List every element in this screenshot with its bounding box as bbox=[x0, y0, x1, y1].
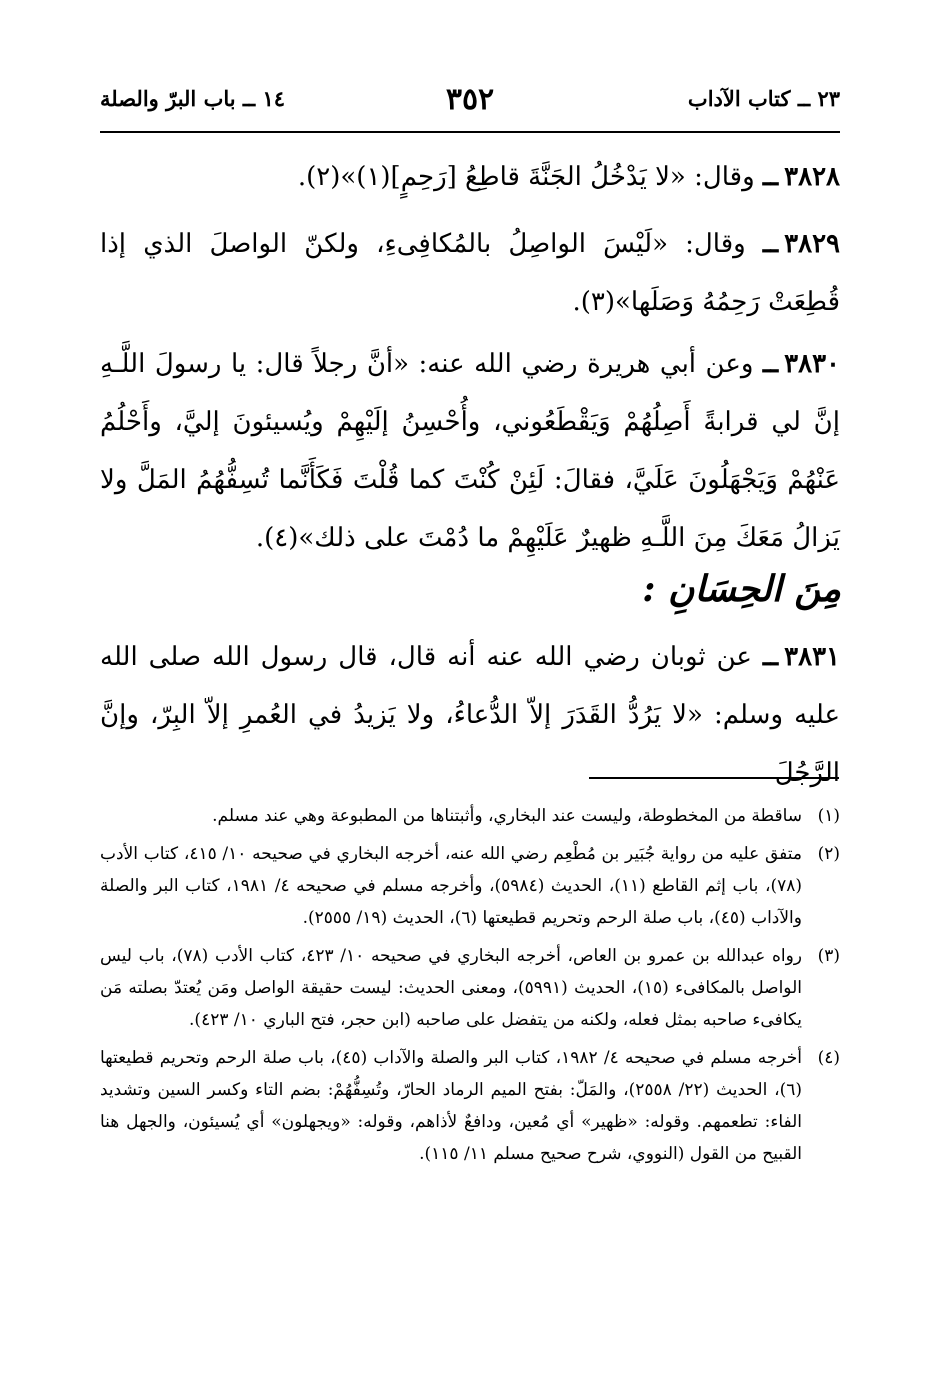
chapter-title: ٢٣ ــ كتاب الآداب bbox=[687, 86, 840, 111]
footnote-3 bbox=[100, 940, 840, 1036]
footnote-mark: (٤) bbox=[817, 1048, 840, 1068]
hadith-dash: ــ bbox=[762, 229, 779, 259]
hadith-text: وعن أبي هريرة رضي الله عنه: «أنَّ رجلاً قال: يا رسولَ اللَّـهِ إنَّ لي قرابةً أَصِلُهُمْ وَيَقْطَعُوني، وأُحْسِنُ إلَيْهِمْ ويُسيئونَ إليَّ، وأَحْلُمُ عَنْهُمْ وَيَجْهَلُونَ عَلَيَّ، فقالَ: لَئِنْ كُنْتَ كما قُلْتَ فَكَأَنَّما تُسِفُّهُمُ المَلَّ ولا يَزالُ مَعَكَ مِنَ اللَّـهِ ظهيرٌ عَلَيْهِمْ ما دُمْتَ على ذلك»(٤). bbox=[100, 349, 840, 553]
section-title-hisan: مِنَ الحِسَانِ : bbox=[642, 568, 841, 610]
hadith-dash: ــ bbox=[762, 642, 779, 672]
footnote-1 bbox=[100, 800, 840, 832]
footnotes bbox=[100, 800, 840, 1176]
page-number: ٣٥٢ bbox=[445, 82, 495, 117]
footnote-mark: (٢) bbox=[817, 844, 840, 864]
hadith-number: ٣٨٣٠ bbox=[784, 349, 841, 379]
footnote-mark: (١) bbox=[817, 806, 840, 826]
hadith-number: ٣٨٣١ bbox=[784, 642, 841, 672]
page-header bbox=[100, 82, 840, 126]
hadith-3829 bbox=[100, 215, 840, 331]
hadith-dash: ــ bbox=[762, 162, 779, 192]
hadith-number: ٣٨٢٩ bbox=[784, 229, 840, 259]
hadith-text: عن ثوبان رضي الله عنه أنه قال، قال رسول الله صلى الله عليه وسلم: «لا يَرُدُّ القَدَرَ إلاّ الدُّعاءُ، ولا يَزيدُ في العُمرِ إلاّ البِرّ، وإنَّ الرَّجُلَ bbox=[100, 642, 840, 788]
footnote-rule bbox=[589, 777, 839, 779]
hadith-3828 bbox=[100, 148, 840, 206]
footnote-mark: (٣) bbox=[817, 946, 840, 966]
hadith-number: ٣٨٢٨ bbox=[784, 162, 840, 192]
hadith-text: وقال: «لا يَدْخُلُ الجَنَّةَ قاطِعُ [رَحِمٍ](١)»(٢). bbox=[297, 162, 755, 192]
hadith-3830 bbox=[100, 335, 840, 567]
hadith-3831 bbox=[100, 628, 840, 802]
footnote-4 bbox=[100, 1042, 840, 1170]
header-rule bbox=[100, 131, 840, 133]
footnote-text: ساقطة من المخطوطة، وليست عند البخاري، وأثبتناها من المطبوعة وهي عند مسلم. bbox=[212, 806, 802, 826]
footnote-text: أخرجه مسلم في صحيحه ٤/ ١٩٨٢، كتاب البر والصلة والآداب (٤٥)، باب صلة الرحم وتحريم قطيعتها (٦)، الحديث (٢٢/ ٢٥٥٨)، والمَلّ: بفتح الميم الرماد الحارّ، وتُسِفُّهُمْ: بضم التاء وكسر السين وتشديد الفاء: تطعمهم. وقوله: «ظهير» أي مُعين، ودافعٌ لأذاهم، وقوله: «ويجهلون» أي يُسيئون، والجهل هنا القبيح من القول (النووي، شرح صحيح مسلم ١١/ ١١٥). bbox=[100, 1048, 802, 1164]
hadith-text: وقال: «لَيْسَ الواصِلُ بالمُكافِىءِ، ولكنّ الواصلَ الذي إذا قُطِعَتْ رَحِمُهُ وَصَلَها»(٣). bbox=[100, 229, 840, 317]
hadith-dash: ــ bbox=[762, 349, 779, 379]
section-heading: ١٤ ــ باب البرّ والصلة bbox=[100, 86, 286, 111]
footnote-text: رواه عبدالله بن عمرو بن العاص، أخرجه البخاري في صحيحه ١٠/ ٤٢٣، كتاب الأدب (٧٨)، باب ليس الواصل بالمكافىء (١٥)، الحديث (٥٩٩١)، ومعنى الحديث: ليست حقيقة الواصل ومَن يُعتدّ بصلته مَن يكافىء صاحبه بمثل فعله، ولكنه من يتفضل على صاحبه (ابن حجر، فتح الباري ١٠/ ٤٢٣). bbox=[100, 946, 802, 1030]
footnote-2 bbox=[100, 838, 840, 934]
footnote-text: متفق عليه من رواية جُبَير بن مُطْعِم رضي الله عنه، أخرجه البخاري في صحيحه ١٠/ ٤١٥، كتاب الأدب (٧٨)، باب إثم القاطع (١١)، الحديث (٥٩٨٤)، وأخرجه مسلم في صحيحه ٤/ ١٩٨١، كتاب البر والصلة والآداب (٤٥)، باب صلة الرحم وتحريم قطيعتها (٦)، الحديث (١٩/ ٢٥٥٥). bbox=[100, 844, 802, 928]
